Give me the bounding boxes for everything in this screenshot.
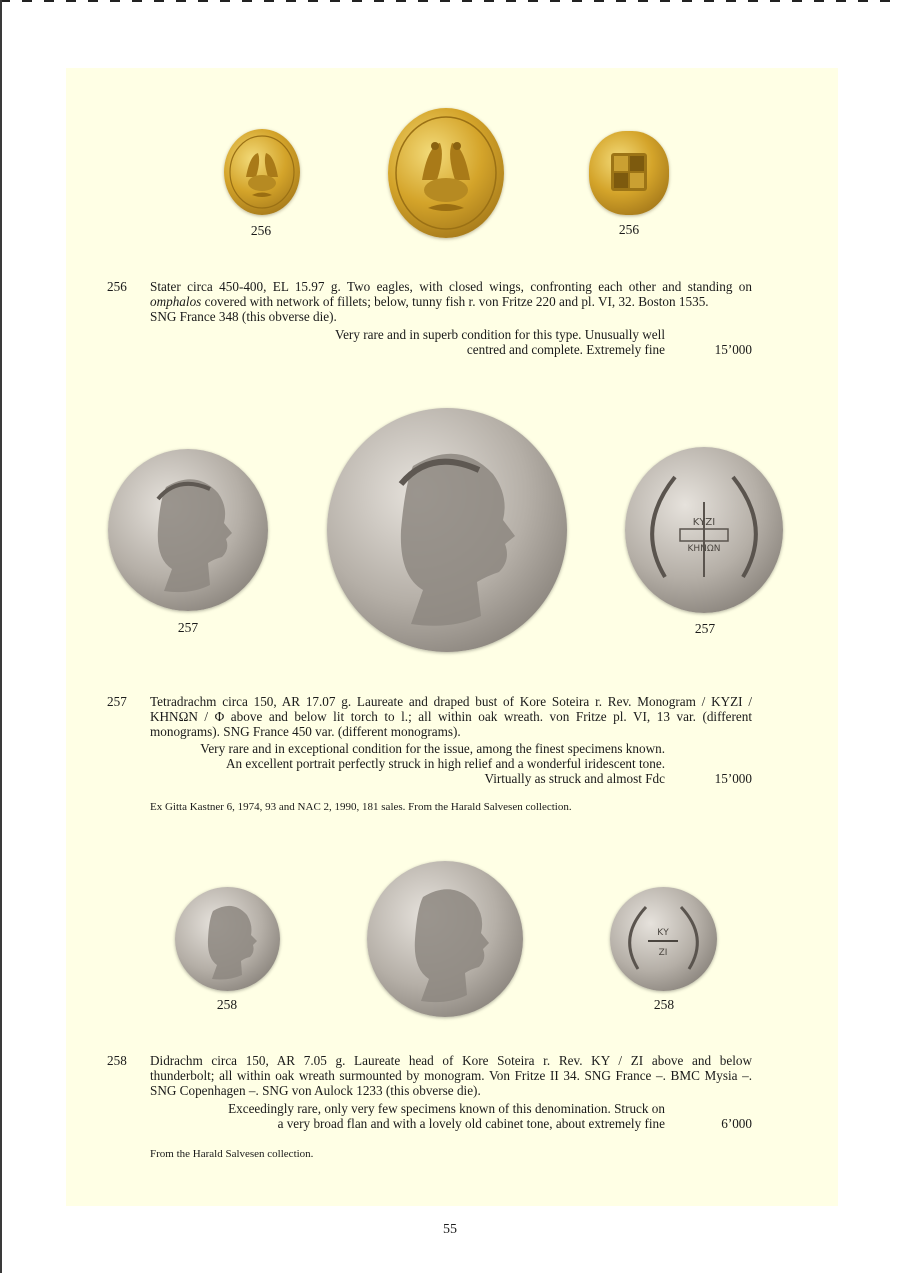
- eagles-on-omphalos-icon: [388, 108, 504, 238]
- description-line: Tetradrachm circa 150, AR 17.07 g. Laureate and draped bust of Kore Soteira r. Rev. Monogram / ΚΥΖΙ /: [150, 694, 752, 709]
- description-line: monograms). SNG France 450 var. (different monograms).: [150, 724, 461, 740]
- svg-text:ΚΗΝΩΝ: ΚΗΝΩΝ: [687, 544, 721, 554]
- lot-comment: [150, 1101, 665, 1131]
- coin-label: 258: [216, 997, 238, 1012]
- comment-line: centred and complete. Extremely fine: [466, 342, 665, 358]
- lot-comment: [150, 741, 665, 787]
- kore-head-icon: [108, 449, 268, 611]
- svg-text:ΚΥ: ΚΥ: [657, 928, 669, 938]
- coin-256-obverse: [224, 129, 300, 215]
- lot-price: 6’000: [721, 1116, 752, 1131]
- coin-256-obverse-enlarged: [388, 108, 504, 238]
- comment-line: An excellent portrait perfectly struck in high relief and a wonderful iridescent tone.: [225, 756, 665, 772]
- kore-head-icon: [175, 887, 280, 991]
- coin-label: 257: [177, 620, 199, 635]
- description-line: SNG France 348 (this obverse die).: [150, 309, 337, 325]
- lot-description: [150, 1053, 752, 1099]
- oak-wreath-icon: [610, 887, 717, 991]
- lot-description: [150, 694, 752, 740]
- coin-258-reverse: [610, 887, 717, 991]
- lot-provenance: Ex Gitta Kastner 6, 1974, 93 and NAC 2, 1990, 181 sales. From the Harald Salvesen collection.: [150, 801, 572, 813]
- description-line: [150, 294, 752, 309]
- coin-label: 256: [618, 222, 640, 237]
- comment-line: Virtually as struck and almost Fdc: [484, 771, 665, 787]
- incuse-square-icon: [589, 131, 669, 215]
- lot-number: 256: [107, 279, 127, 294]
- lot-number: 258: [107, 1053, 127, 1068]
- comment-line: a very broad flan and with a lovely old cabinet tone, about extremely fine: [277, 1116, 665, 1132]
- kore-head-icon: [327, 408, 567, 652]
- coin-label: 257: [694, 621, 716, 636]
- oak-wreath-icon: [625, 447, 783, 613]
- page-number: 55: [443, 1222, 457, 1237]
- lot-comment: [250, 327, 665, 357]
- description-line: ΚΗΝΩΝ / Φ above and below lit torch to l.; all within oak wreath. von Fritze pl. VI, 13 var. (different: [150, 709, 752, 725]
- lot-description: [150, 279, 752, 325]
- description-line: thunderbolt; all within oak wreath surmounted by monogram. Von Fritze II 34. SNG France –. BMC Mysia –.: [150, 1068, 752, 1084]
- comment-line: Very rare and in exceptional condition for the issue, among the finest specimens known.: [200, 741, 665, 756]
- comment-line: Exceedingly rare, only very few specimens known of this denomination. Struck on: [228, 1101, 665, 1116]
- kore-head-icon: [367, 861, 523, 1017]
- description-line-text: covered with network of fillets; below, tunny fish r. von Fritze 220 and pl. VI, 32. Boston 1535.: [204, 294, 709, 310]
- coin-256-reverse: [589, 131, 669, 215]
- coin-label: 256: [250, 223, 272, 238]
- comment-line: Very rare and in superb condition for this type. Unusually well: [335, 327, 665, 342]
- coin-258-obverse: [175, 887, 280, 991]
- coin-257-reverse: [625, 447, 783, 613]
- top-cut-line: [0, 0, 900, 2]
- description-line: Didrachm circa 150, AR 7.05 g. Laureate head of Kore Soteira r. Rev. ΚΥ / ΖΙ above and below: [150, 1053, 752, 1068]
- coin-258-obverse-enlarged: [367, 861, 523, 1017]
- svg-text:ΖΙ: ΖΙ: [658, 948, 668, 958]
- lot-provenance: From the Harald Salvesen collection.: [150, 1148, 314, 1160]
- eagles-on-omphalos-icon: [224, 129, 300, 215]
- coin-257-obverse: [108, 449, 268, 611]
- coin-label: 258: [653, 997, 675, 1012]
- left-margin-rule: [0, 0, 2, 1273]
- description-italic: omphalos: [150, 294, 202, 310]
- coin-257-obverse-enlarged: [327, 408, 567, 652]
- lot-number: 257: [107, 694, 127, 709]
- description-line: Stater circa 450-400, EL 15.97 g. Two eagles, with closed wings, confronting each other and standing on: [150, 279, 752, 294]
- svg-text:ΚΥΖΙ: ΚΥΖΙ: [692, 517, 716, 528]
- description-line: SNG Copenhagen –. SNG von Aulock 1233 (this obverse die).: [150, 1083, 481, 1099]
- lot-price: 15’000: [714, 342, 752, 357]
- lot-price: 15’000: [714, 771, 752, 786]
